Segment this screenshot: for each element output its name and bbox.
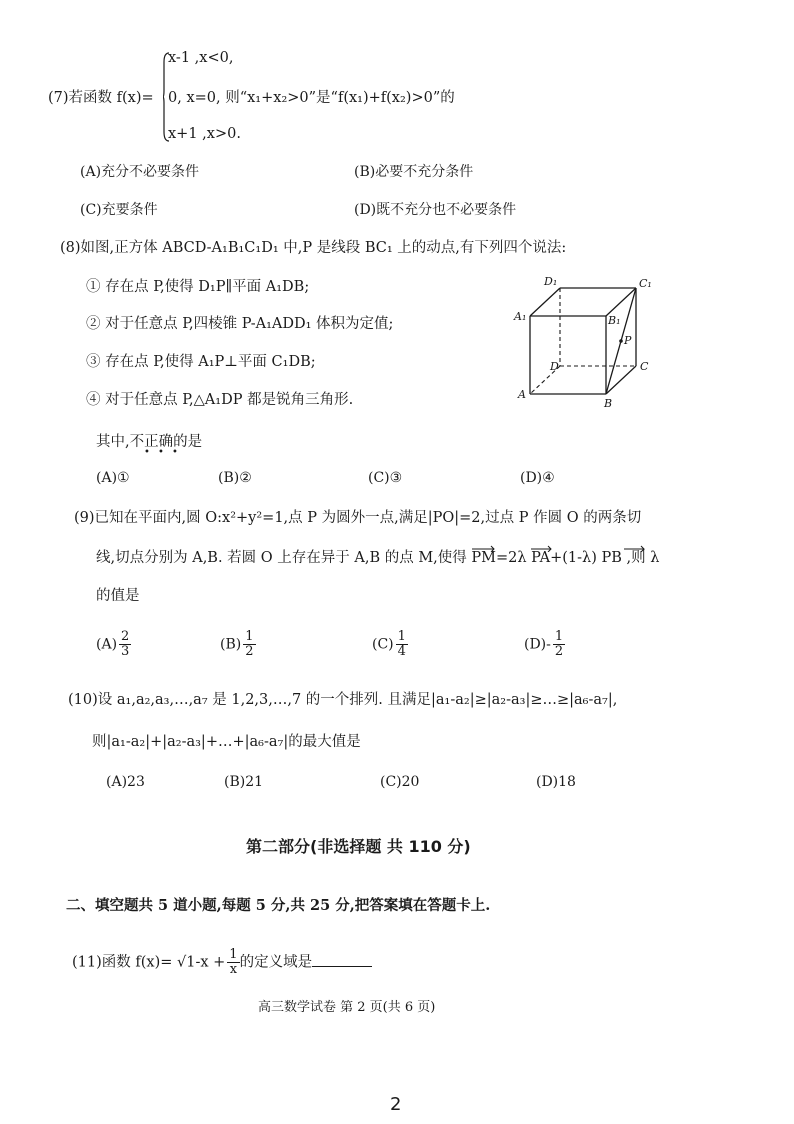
fraction xyxy=(243,630,255,659)
cube-figure xyxy=(510,270,660,410)
label-d1: D₁ xyxy=(544,275,558,288)
q8-statement-2: ② 对于任意点 P,四棱锥 P-A₁ADD₁ 体积为定值; xyxy=(86,316,394,332)
label-d: D xyxy=(550,360,559,373)
emphasis-dot: • xyxy=(172,447,178,458)
fraction xyxy=(227,948,239,977)
numerator: 1 xyxy=(245,629,254,644)
numerator: 1 xyxy=(397,629,406,644)
label-p: P xyxy=(624,334,632,347)
q8-option-c: (C)③ xyxy=(368,470,403,486)
q9-line-1: (9)已知在平面内,圆 O:x²+y²=1,点 P 为圆外一点,满足|PO|=2,过点 P 作圆 O 的两条切 xyxy=(74,510,642,526)
label-b: B xyxy=(604,397,613,410)
q11-suffix: 的定义域是 xyxy=(239,954,313,971)
fraction xyxy=(396,630,408,659)
q7-option-d: (D)既不充分也不必要条件 xyxy=(354,202,517,218)
q9-vector-equation xyxy=(471,548,621,568)
q7-option-a: (A)充分不必要条件 xyxy=(80,164,200,180)
q8-statement-3: ③ 存在点 P,使得 A₁P⊥平面 C₁DB; xyxy=(86,354,316,370)
q9-line-2 xyxy=(96,548,659,568)
denominator: 2 xyxy=(245,644,254,659)
q9-option-c xyxy=(372,630,408,659)
numerator: 2 xyxy=(121,629,130,644)
q9-option-b xyxy=(220,630,256,659)
option-label: (D) xyxy=(524,636,547,653)
section-2-heading: 二、填空题共 5 道小题,每题 5 分,共 25 分,把答案填在答题卡上. xyxy=(66,897,491,914)
q9-line-2-text: 线,切点分别为 A,B. 若圆 O 上存在异于 A,B 的点 M,使得 xyxy=(96,550,467,566)
q7-option-c: (C)充要条件 xyxy=(80,202,158,218)
emphasis-dot: • xyxy=(158,447,164,458)
q9-line-2-tail: ,则 λ xyxy=(626,550,660,566)
q9-option-d xyxy=(524,630,565,659)
label-c1: C₁ xyxy=(639,277,652,290)
numerator: 1 xyxy=(229,947,238,962)
fraction xyxy=(553,630,565,659)
q7-case-2: 0, x=0, 则“x₁+x₂>0”是“f(x₁)+f(x₂)>0”的 xyxy=(168,90,455,106)
q8-statement-1: ① 存在点 P,使得 D₁P∥平面 A₁DB; xyxy=(86,279,310,295)
q7-case-3: x+1 ,x>0. xyxy=(168,126,241,142)
q8-option-d: (D)④ xyxy=(520,470,555,486)
q10-line-1: (10)设 a₁,a₂,a₃,…,a₇ 是 1,2,3,…,7 的一个排列. 且满足|a₁-a₂|≥|a₂-a₃|≥…≥|a₆-a₇|, xyxy=(68,692,618,708)
denominator: x xyxy=(229,962,238,977)
q9-line-3: 的值是 xyxy=(96,588,140,604)
q7-case-1: x-1 ,x<0, xyxy=(168,50,234,66)
q11-line xyxy=(72,948,372,977)
q9-vector-eq-text: PM=2λ PA+(1-λ) PB xyxy=(471,550,622,566)
option-label: (A) xyxy=(96,636,118,653)
page-footer: 高三数学试卷 第 2 页(共 6 页) xyxy=(258,1000,436,1015)
q10-option-c: (C)20 xyxy=(380,774,420,790)
label-a: A xyxy=(518,388,526,401)
emphasis-dot: • xyxy=(144,447,150,458)
label-c: C xyxy=(640,360,649,373)
option-label: (B) xyxy=(220,636,242,653)
denominator: 3 xyxy=(121,644,130,659)
page-number: 2 xyxy=(390,1094,402,1115)
q9-option-a xyxy=(96,630,131,659)
vector-arrows xyxy=(471,544,671,552)
label-a1: A₁ xyxy=(514,310,527,323)
q10-option-a: (A)23 xyxy=(106,774,145,790)
q10-option-d: (D)18 xyxy=(536,774,576,790)
denominator: 2 xyxy=(554,644,564,659)
q10-line-2: 则|a₁-a₂|+|a₂-a₃|+…+|a₆-a₇|的最大值是 xyxy=(92,734,361,750)
fraction xyxy=(119,630,131,659)
q8-stem: (8)如图,正方体 ABCD-A₁B₁C₁D₁ 中,P 是线段 BC₁ 上的动点,有下列四个说法: xyxy=(60,240,567,256)
answer-blank xyxy=(312,952,372,967)
q11-prefix: (11)函数 f(x)= √1-x + xyxy=(72,954,226,971)
label-b1: B₁ xyxy=(608,314,621,327)
numerator: 1 xyxy=(554,629,564,644)
part-2-title: 第二部分(非选择题 共 110 分) xyxy=(246,837,471,856)
option-label: (C) xyxy=(372,636,394,653)
q7-option-b: (B)必要不充分条件 xyxy=(354,164,474,180)
q7-stem: (7)若函数 f(x)= xyxy=(48,90,154,106)
q8-question: 其中,不正确的是 xyxy=(96,434,203,450)
denominator: 4 xyxy=(397,644,406,659)
q8-statement-4: ④ 对于任意点 P,△A₁DP 都是锐角三角形. xyxy=(86,392,354,408)
q10-option-b: (B)21 xyxy=(224,774,264,790)
q8-option-a: (A)① xyxy=(96,470,130,486)
option-sign: - xyxy=(546,636,551,653)
q8-option-b: (B)② xyxy=(218,470,252,486)
